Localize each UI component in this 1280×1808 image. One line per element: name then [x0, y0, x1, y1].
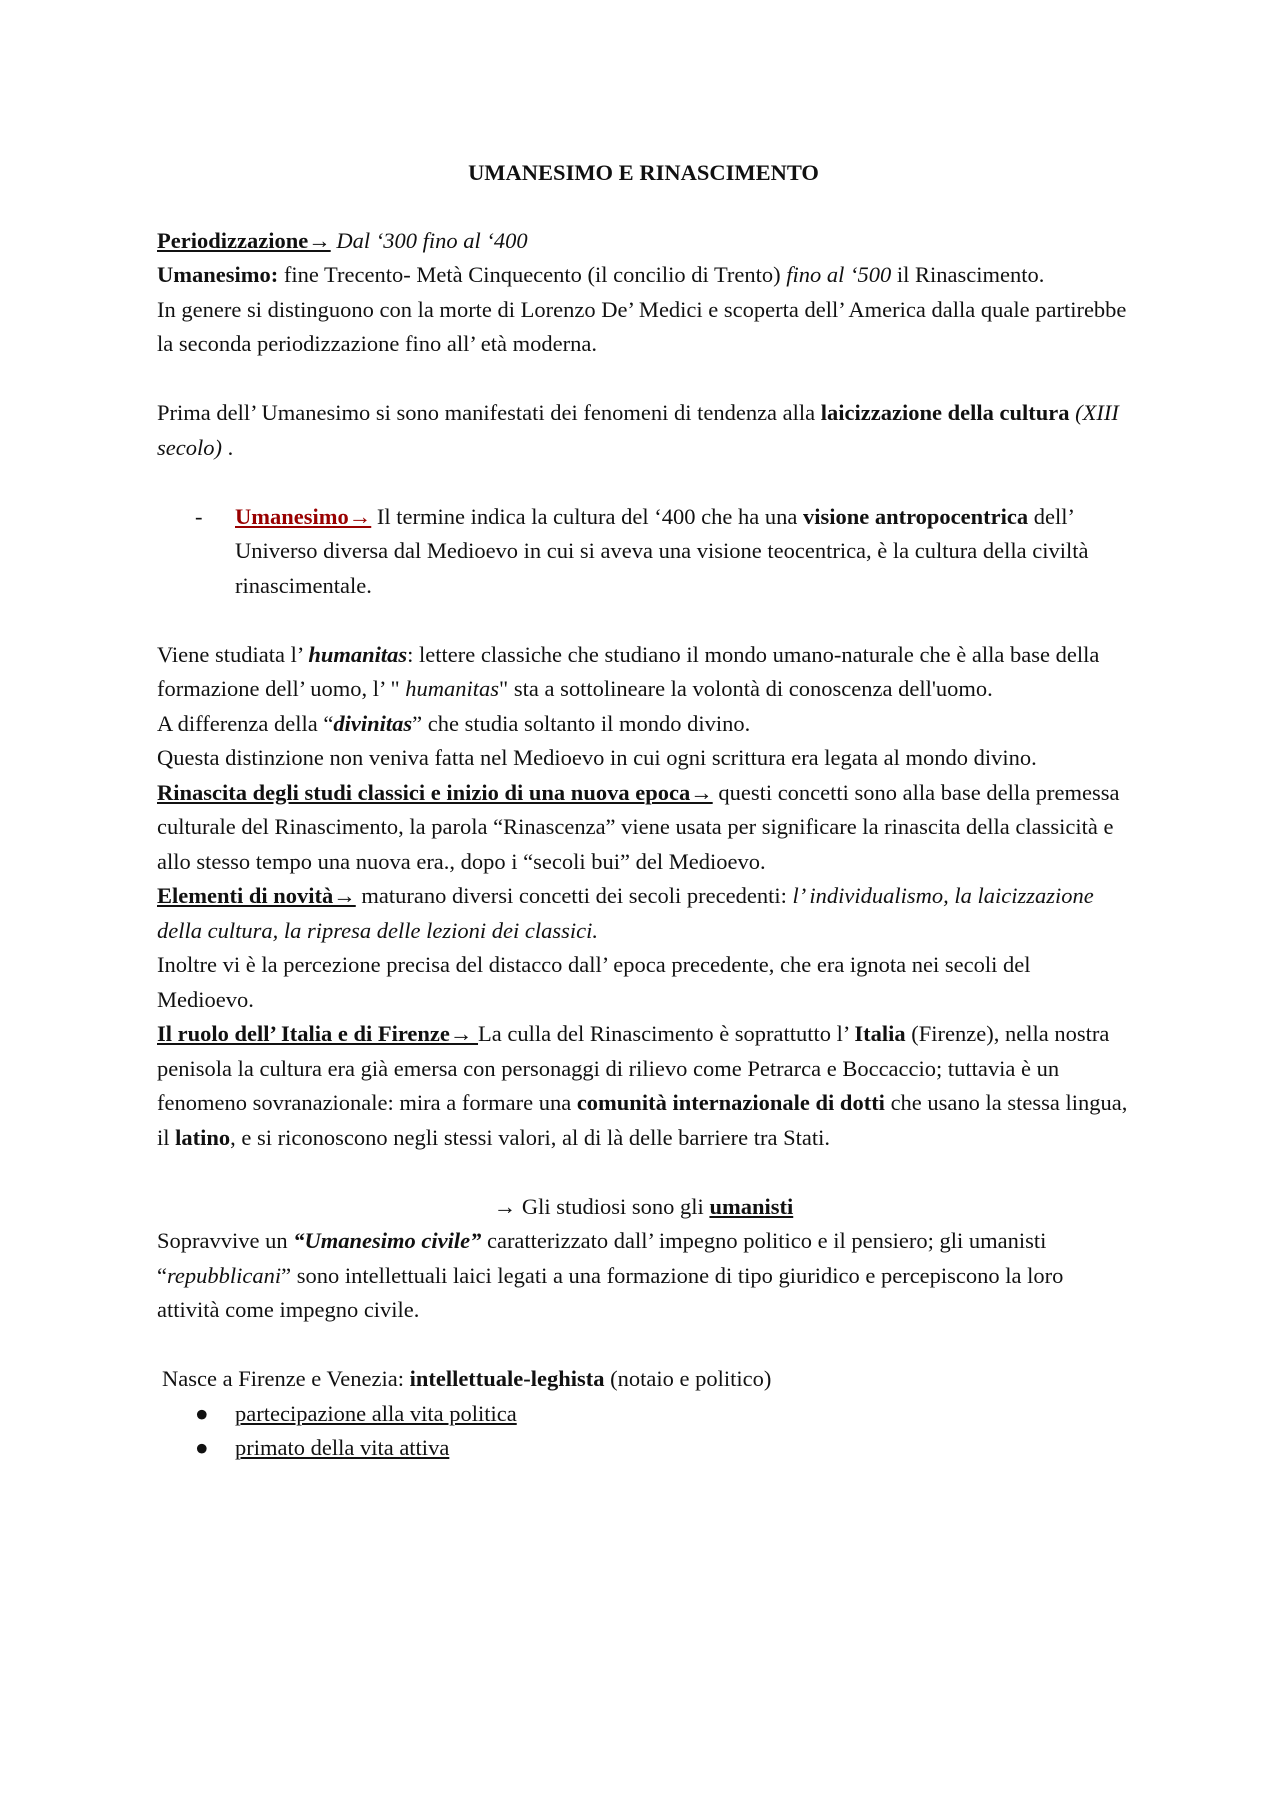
humanitas-bold-italic: humanitas: [308, 641, 408, 667]
paragraph-ruolo: [157, 1017, 1130, 1155]
umanesimo-italic: fino al ‘500: [786, 262, 892, 287]
rinascita-text: questi concetti sono alla base della premessa culturale del Rinascimento, la parola “Rinascenza” viene usata per significare la rinascita della classicità e allo stesso tempo una nuova era., dopo i “secoli bui” del Medioevo.: [157, 779, 1120, 874]
paragraph-civile: [157, 1224, 1130, 1328]
elementi-heading: Elementi di novità→: [157, 883, 356, 908]
civile-bold-italic: “Umanesimo civile”: [293, 1228, 482, 1253]
ruolo-bold3: latino: [175, 1124, 231, 1150]
nasce-bold: intellettuale-leghista: [409, 1366, 605, 1391]
divinitas-bold-italic: divinitas: [333, 710, 413, 736]
dash-text1: Il termine indica la cultura del ‘400 che ha una: [371, 503, 803, 529]
nasce-text1: Nasce a Firenze e Venezia:: [162, 1366, 410, 1391]
ruolo-heading: Il ruolo dell’ Italia e di Firenze→: [157, 1021, 479, 1046]
paragraph-humanitas: [157, 638, 1130, 707]
periodizzazione-label: Periodizzazione→: [157, 227, 331, 253]
list-item: [157, 1397, 1130, 1432]
page-title: UMANESIMO E RINASCIMENTO: [468, 160, 819, 185]
blank-line: [157, 465, 1130, 500]
dash-bold: visione antropocentrica: [802, 503, 1029, 529]
bullet-icon: ●: [195, 1435, 209, 1460]
blank-line: [157, 1328, 1130, 1363]
umanesimo-line: [157, 258, 1130, 293]
prima-text1: Prima dell’ Umanesimo si sono manifestati dei fenomeni di tendenza alla: [157, 400, 821, 425]
paragraph-distinzione: Questa distinzione non veniva fatta nel Medioevo in cui ogni scrittura era legata al mondo divino.: [157, 745, 1037, 770]
ruolo-text1: La culla del Rinascimento è soprattutto l’: [478, 1021, 855, 1046]
elementi-italic: l’ individualismo, la laicizzazione della cultura, la ripresa delle lezioni dei classici.: [157, 883, 1094, 943]
humanitas-text1: Viene studiata l’: [157, 641, 309, 667]
umanesimo-text1: fine Trecento- Metà Cinquecento (il concilio di Trento): [278, 262, 787, 287]
prima-bold: laicizzazione della cultura: [820, 400, 1070, 425]
ruolo-bold1: Italia: [854, 1021, 906, 1046]
humanitas-text3: " sta a sottolineare la volontà di conoscenza dell'uomo.: [499, 676, 993, 701]
bullet-text: partecipazione alla vita politica: [235, 1400, 517, 1426]
paragraph-elementi: [157, 879, 1130, 948]
umanesimo-text2: il Rinascimento.: [891, 262, 1045, 287]
blank-line: [157, 1155, 1130, 1190]
divinitas-text2: ” che studia soltanto il mondo divino.: [412, 710, 751, 736]
ruolo-text3: che usano la stessa lingua, il: [157, 1090, 1128, 1150]
humanitas-text2: : lettere classiche che studiano il mondo umano-naturale che è alla base della formazione dell’ uomo, l’ ": [157, 641, 1100, 701]
umanisti-term: umanisti: [709, 1193, 794, 1219]
paragraph-rinascita: [157, 776, 1130, 880]
ruolo-bold2: comunità internazionale di dotti: [576, 1090, 885, 1115]
bullet-list: [157, 1397, 1130, 1466]
divinitas-text1: A differenza della “: [157, 710, 334, 736]
humanitas-italic: humanitas: [405, 676, 500, 701]
blank-line: [157, 362, 1130, 397]
dash-marker: -: [195, 503, 203, 529]
dash-text2: dell’ Universo diversa dal Medioevo in cui si aveva una visione teocentrica, è la cultura della civiltà rinascimentale.: [235, 503, 1089, 598]
centered-umanisti-line: [157, 1190, 1130, 1225]
umanesimo-label: Umanesimo:: [157, 262, 279, 287]
centered-text: → Gli studiosi sono gli: [493, 1193, 710, 1219]
dash-list-item: [157, 500, 1130, 604]
paragraph-distinguono: In genere si distinguono con la morte di Lorenzo De’ Medici e scoperta dell’ America dalla quale partirebbe la seconda periodizzazione fino all’ età moderna.: [157, 296, 1127, 356]
paragraph-prima: [157, 396, 1130, 465]
rinascita-heading: Rinascita degli studi classici e inizio di una nuova epoca→: [157, 779, 713, 805]
nasce-text2: (notaio e politico): [604, 1366, 772, 1391]
umanesimo-heading: Umanesimo→: [235, 503, 372, 529]
ruolo-text4: , e si riconoscono negli stessi valori, al di là delle barriere tra Stati.: [230, 1124, 830, 1150]
prima-text2: .: [221, 434, 234, 460]
list-item: [157, 1431, 1130, 1466]
elementi-text: maturano diversi concetti dei secoli precedenti:: [355, 883, 793, 908]
civile-italic: repubblicani: [167, 1262, 282, 1288]
ruolo-text2: (Firenze), nella nostra penisola la cultura era già emersa con personaggi di rilievo come Petrarca e Boccaccio; tuttavia è un fenomeno sovranazionale: mira a formare una: [157, 1021, 1110, 1115]
paragraph-divinitas: [157, 707, 1130, 742]
periodizzazione-line: [157, 224, 1130, 259]
prima-italic: (XIII secolo): [157, 400, 1119, 460]
periodizzazione-text: Dal ‘300 fino al ‘400: [330, 227, 528, 253]
bullet-text: primato della vita attiva: [235, 1435, 450, 1460]
civile-text3: ” sono intellettuali laici legati a una formazione di tipo giuridico e percepiscono la loro attività come impegno civile.: [157, 1262, 1064, 1322]
paragraph-inoltre: Inoltre vi è la percezione precisa del distacco dall’ epoca precedente, che era ignota nei secoli del Medioevo.: [157, 952, 1031, 1012]
paragraph-nasce: [157, 1362, 1130, 1397]
bullet-icon: ●: [195, 1400, 209, 1426]
civile-text2: caratterizzato dall’ impegno politico e il pensiero; gli umanisti “: [157, 1228, 1047, 1288]
blank-line: [157, 603, 1130, 638]
civile-text1: Sopravvive un: [157, 1228, 294, 1253]
